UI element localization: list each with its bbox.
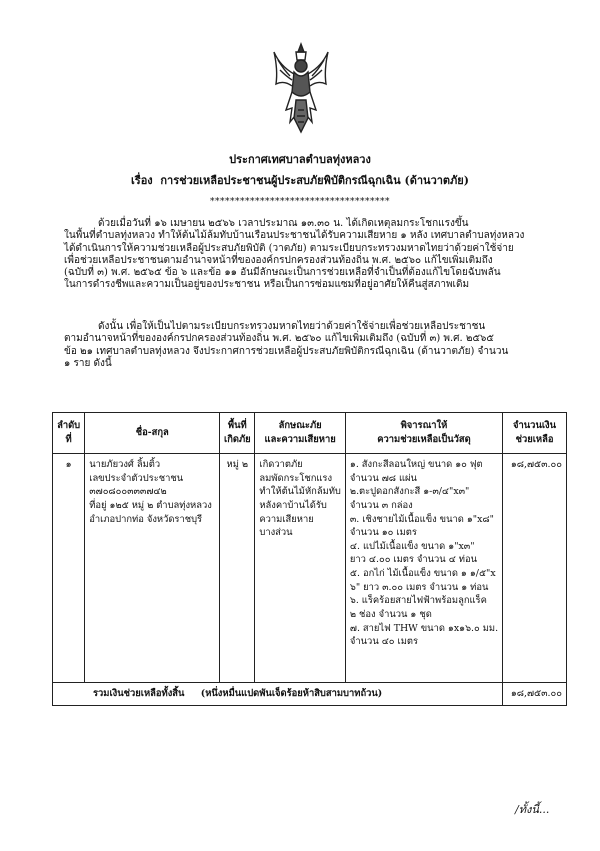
header-name <box>85 413 220 454</box>
table-total-row <box>53 683 567 706</box>
subject-prefix: เรื่อง <box>131 174 153 187</box>
header-area-line2: เกิดภัย <box>223 434 251 445</box>
paragraph-2-line: ข้อ ๒๑ เทศบาลตำบลทุ่งหลวง จึงประกาศการช่วยเหลือผู้ประสบภัยพิบัติกรณีฉุกเฉิน (ด้านวาตภัย) จำนวน <box>64 345 509 357</box>
paragraph-2-line: ๑ ราย ดังนี้ <box>64 357 112 369</box>
help-line: ๑. สังกะสีลอนใหญ่ ขนาด ๑๐ ฟุต <box>349 459 483 470</box>
help-line: ๖" ยาว ๓.๐๐ เมตร จำนวน ๑ ท่อน <box>349 581 489 593</box>
cell-amount: ๑๘,๗๕๓.๐๐ <box>503 454 567 683</box>
damage-line: บางส่วน <box>259 527 293 539</box>
paragraph-1-line: (ฉบับที่ ๓) พ.ศ. ๒๕๖๕ ข้อ ๖ และข้อ ๑๑ อันมีลักษณะเป็นการช่วยเหลือที่จำเป็นที่ต้องแก้ไขโดยฉับพลัน <box>64 267 501 279</box>
paragraph-2 <box>64 321 544 370</box>
help-line: ๔. แปไม้เนื้อแข็ง ขนาด ๑"x๓" <box>349 540 475 552</box>
subject-text: การช่วยเหลือประชาชนผู้ประสบภัยพิบัติกรณีฉุกเฉิน (ด้านวาตภัย) <box>160 174 469 187</box>
help-line: จำนวน ๔๐ เมตร <box>349 636 419 648</box>
table-row <box>53 454 567 683</box>
header-area-line1: พื้นที่ <box>227 420 247 432</box>
paragraph-1 <box>64 218 544 292</box>
separator-line: ************************************ <box>210 197 390 207</box>
damage-line: ลมพัดกระโชกแรง <box>259 472 333 484</box>
paragraph-2-line: ตามอำนาจหน้าที่ขององค์กรปกครองส่วนท้องถิ่น พ.ศ. ๒๕๖๐ แก้ไขเพิ่มเติมถึง (ฉบับที่ ๓) พ.ศ. ๒๕๖๕ <box>64 333 494 345</box>
help-line: ยาว ๔.๐๐ เมตร จำนวน ๔ ท่อน <box>349 554 477 566</box>
header-amount-line1: จำนวนเงิน <box>513 420 557 432</box>
damage-line: ความเสียหาย <box>259 513 314 525</box>
assistance-table <box>52 412 567 706</box>
paragraph-1-line: ในพื้นที่ตำบลทุ่งหลวง ทำให้ต้นไม้ล้มทับบ้านเรือนประชาชนได้รับความเสียหาย ๑ หลัง เทศบาลตำบลทุ่งหลวง <box>64 230 525 242</box>
paragraph-2-line: ดังนั้น เพื่อให้เป็นไปตามระเบียบกระทรวงมหาดไทยว่าด้วยค่าใช้จ่ายเพื่อช่วยเหลือประชาชน <box>98 321 486 332</box>
damage-line: เกิดวาตภัย <box>259 459 303 470</box>
paragraph-1-line: ด้วยเมื่อวันที่ ๑๖ เมษายน ๒๕๖๖ เวลาประมาณ ๑๓.๓๐ น. ได้เกิดเหตุลมกระโชกแรงขึ้น <box>98 218 469 229</box>
header-help-line1: พิจารณาให้ <box>400 420 448 432</box>
help-line: ๒.ตะปูดอกสังกะสี ๑-๓/๔"x๓" <box>349 486 470 498</box>
header-amount <box>503 413 567 454</box>
cell-area: หมู่ ๒ <box>220 454 255 683</box>
help-line: จำนวน ๑๐ เมตร <box>349 527 417 539</box>
header-amount-line2: ช่วยเหลือ <box>515 434 554 445</box>
cell-no: ๑ <box>53 454 85 683</box>
continuation-note: /ทั้งนี้... <box>515 803 550 816</box>
help-line: ๗. สายไฟ THW ขนาด ๑x๑๖.๐ มม. <box>349 622 499 634</box>
damage-line: ทำให้ต้นไม้หักล้มทับ <box>259 486 341 498</box>
name-line: ที่อยู่ ๑๒๕ หมู่ ๒ ตำบลทุ่งหลวง <box>89 499 212 511</box>
total-label-cell <box>53 683 503 706</box>
help-line: ๒ ช่อง จำนวน ๑ ชุด <box>349 608 432 620</box>
help-line: ๓. เชิงชายไม้เนื้อแข็ง ขนาด ๑"x๘" <box>349 513 494 525</box>
cell-help <box>345 454 502 683</box>
help-line: ๕. อกไก่ ไม้เนื้อแข็ง ขนาด ๑ ๑/๕"x <box>349 568 496 579</box>
header-help-line2: ความช่วยเหลือเป็นวัสดุ <box>377 434 471 445</box>
paragraph-1-line: ในการดำรงชีพและความเป็นอยู่ของประชาชน หรือเป็นการซ่อมแซมที่อยู่อาศัยให้คืนสู่สภาพเดิม <box>64 279 470 291</box>
header-help <box>345 413 502 454</box>
announcement-title: ประกาศเทศบาลตำบลทุ่งหลวง <box>229 153 371 166</box>
header-name-line1: ชื่อ-สกุล <box>135 427 169 439</box>
table-header-row <box>53 413 567 454</box>
total-label: รวมเงินช่วยเหลือทั้งสิ้น <box>93 688 185 699</box>
paragraph-1-line: ได้ดำเนินการให้ความช่วยเหลือผู้ประสบภัยพิบัติ (วาตภัย) ตามระเบียบกระทรวงมหาดไทยว่าด้วยค่าใช้จ่าย <box>64 242 514 254</box>
help-line: จำนวน ๓ กล่อง <box>349 499 413 511</box>
header-no-line1: ลำดับ <box>57 420 81 432</box>
announcement-subject <box>0 175 600 186</box>
header-no <box>53 413 85 454</box>
name-line: ๓๗๐๘๐๐๓๓๓๗๔๒ <box>89 486 167 498</box>
name-line: นายภัยวงศ์ ลิ้มติ้ว <box>89 459 161 470</box>
help-line: ๖. แร็คร้อยสายไฟฟ้าพร้อมลูกแร็ค <box>349 595 487 607</box>
garuda-emblem-icon <box>270 40 332 136</box>
header-no-line2: ที่ <box>65 434 72 445</box>
cell-damage <box>255 454 346 683</box>
name-line: อำเภอปากท่อ จังหวัดราชบุรี <box>89 513 203 525</box>
header-damage-line2: และความเสียหาย <box>264 434 336 445</box>
paragraph-1-line: เพื่อช่วยเหลือประชาชนตามอำนาจหน้าที่ขององค์กรปกครองส่วนท้องถิ่น พ.ศ. ๒๕๖๐ แก้ไขเพิ่มเติมถึง <box>64 254 493 266</box>
header-area <box>220 413 255 454</box>
total-amount: ๑๘,๗๕๓.๐๐ <box>503 683 567 706</box>
cell-name <box>85 454 220 683</box>
header-damage <box>255 413 346 454</box>
help-line: จำนวน ๗๘ แผ่น <box>349 472 417 484</box>
total-words: (หนึ่งหมื่นแปดพันเจ็ดร้อยห้าสิบสามบาทถ้วน) <box>200 688 383 699</box>
header-damage-line1: ลักษณะภัย <box>278 420 322 432</box>
damage-line: หลังคาบ้านได้รับ <box>259 499 327 511</box>
name-line: เลขประจำตัวประชาชน <box>89 472 184 484</box>
